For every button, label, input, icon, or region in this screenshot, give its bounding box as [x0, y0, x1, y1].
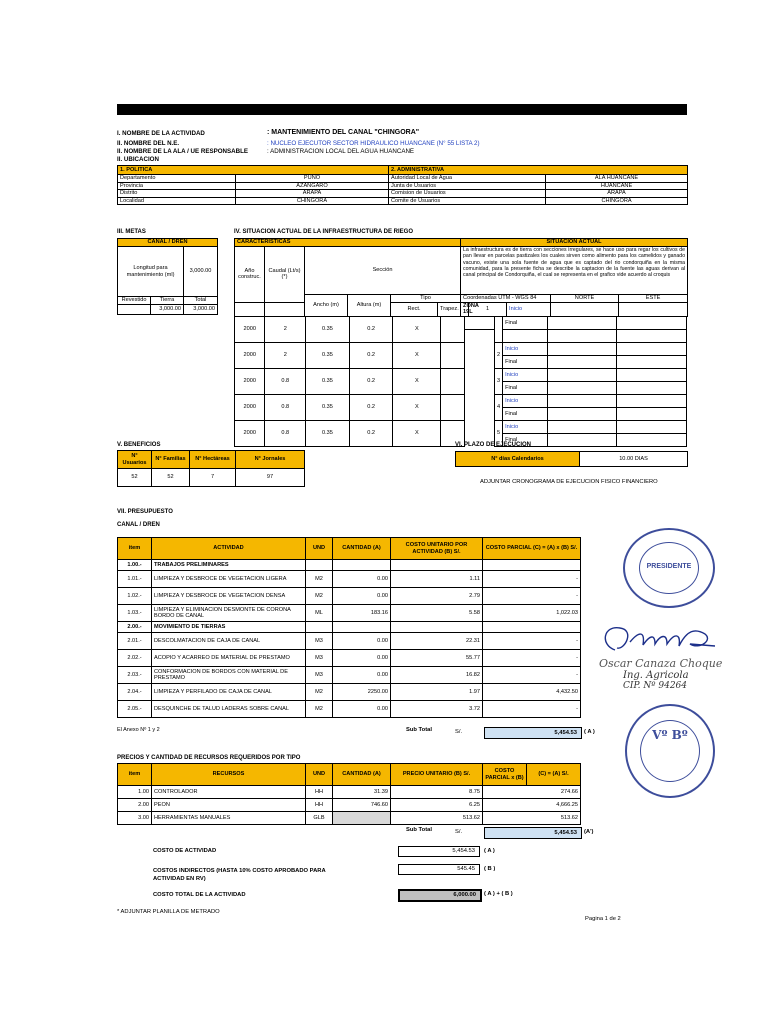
rec-und-cell: HH: [306, 786, 333, 799]
este-label: ESTE: [619, 295, 688, 303]
subtotal-tag: ( A ): [584, 729, 595, 735]
situacion-cell: 2000: [235, 317, 265, 343]
cantidad-cell: 0.00: [333, 650, 391, 667]
und-cell: [306, 560, 333, 571]
signature: [595, 620, 735, 690]
costo-actividad-tag: ( A ): [484, 848, 495, 854]
und-cell: M3: [306, 667, 333, 684]
situacion-cell: [441, 369, 464, 395]
costo-parcial-header: COSTO PARCIAL (C) = (A) x (B) S/.: [483, 538, 581, 560]
ubicacion-key: Junta de Usuarios: [389, 182, 546, 190]
actividad-cell: LIMPIEZA Y PERFILADO DE CAJA DE CANAL: [152, 684, 306, 701]
table-row: [118, 190, 688, 198]
rec-subtotal-tag: (A'): [584, 829, 594, 835]
parcial-cell: -: [483, 588, 581, 605]
situacion-cell: [495, 317, 503, 330]
situacion-cell: X: [393, 343, 441, 369]
situacion-cell: 2: [265, 343, 306, 369]
presupuesto-title: VII. PRESUPUESTO: [117, 509, 173, 515]
parcial-cell: -: [483, 633, 581, 650]
signature-name: Oscar Canaza Choque: [599, 657, 723, 670]
rec-recurso-cell: PEON: [152, 799, 306, 812]
metas-table: [117, 238, 218, 315]
situacion-cell: Inicio: [503, 369, 548, 382]
situacion-cell: [547, 395, 616, 408]
ubicacion-value: PUNO: [236, 175, 389, 183]
rec-subtotal-label: Sub Total: [406, 827, 432, 833]
administrativa-title: 2. ADMINISTRATIVA: [389, 166, 688, 175]
situacion-cell: [464, 395, 494, 408]
und-header: UND: [306, 538, 333, 560]
trapez-label: Trapez.: [438, 302, 461, 316]
situacion-cell: 0.35: [306, 395, 350, 421]
subtotal-label: Sub Total: [406, 727, 432, 733]
canal-num: 1: [469, 302, 507, 316]
und-cell: M2: [306, 684, 333, 701]
plazo-table: [455, 451, 688, 467]
rec-item-header: item: [118, 764, 152, 786]
caracteristicas-header: CARACTERISTICAS: [235, 239, 461, 247]
und-cell: M2: [306, 701, 333, 718]
situacion-cell: Final: [503, 434, 548, 447]
table-row: [118, 799, 581, 812]
inicio-label: Inicio: [507, 302, 551, 316]
unit-cell: 1.11: [391, 571, 483, 588]
situacion-cell: 2000: [235, 369, 265, 395]
canal-dren-header: CANAL / DREN: [118, 239, 218, 247]
subtotal-value: 5,454.53: [484, 727, 582, 739]
situacion-cell: [464, 408, 494, 421]
ancho-label: Ancho (m): [305, 295, 348, 317]
situacion-cell: 0.2: [349, 421, 393, 447]
beneficios-title: V. BENEFICIOS: [117, 442, 161, 448]
table-row: [118, 650, 581, 667]
rec-cantidad-cell: 31.39: [333, 786, 391, 799]
table-row: [118, 684, 581, 701]
rec-parcial-cell: 513.62: [483, 812, 581, 825]
situacion-cell: [616, 408, 686, 421]
rec-precio-header: PRECIO UNITARIO (B) S/.: [391, 764, 483, 786]
parcial-cell: [483, 560, 581, 571]
unit-cell: 2.79: [391, 588, 483, 605]
situacion-cell: 2000: [235, 421, 265, 447]
table-row: [235, 421, 687, 434]
table-row: [118, 175, 688, 183]
rec-cantidad-cell: 746.60: [333, 799, 391, 812]
rec-parcial-cell: 274.66: [483, 786, 581, 799]
unit-cell: 3.72: [391, 701, 483, 718]
coord-label: Coordenadas UTM - WGS 84: [461, 295, 551, 303]
situacion-cell: [495, 330, 503, 343]
parcial-cell: -: [483, 571, 581, 588]
ubicacion-key: Comite de Usuarios: [389, 197, 546, 205]
situacion-cell: [547, 421, 616, 434]
recursos-header: RECURSOS: [152, 764, 306, 786]
item-cell: 1.03.-: [118, 605, 152, 622]
situacion-cell: 0.2: [349, 369, 393, 395]
item-cell: 2.04.-: [118, 684, 152, 701]
situacion-cell: 2000: [235, 395, 265, 421]
rec-und-cell: HH: [306, 799, 333, 812]
rec-precio-cell: 8.75: [391, 786, 483, 799]
anexo-note: El Anexo Nº 1 y 2: [117, 727, 160, 733]
ubicacion-key: Localidad: [118, 197, 236, 205]
ubicacion-value: CHINGORA: [546, 197, 688, 205]
situacion-cell: X: [393, 317, 441, 343]
situacion-cell: 0.8: [265, 421, 306, 447]
dias-value: 10.00 DIAS: [580, 452, 688, 467]
total-label: Total: [184, 297, 218, 305]
situacion-cell: [464, 343, 494, 356]
unit-cell: 55.77: [391, 650, 483, 667]
unit-cell: [391, 622, 483, 633]
revestido-value: [118, 305, 151, 315]
situacion-cell: Inicio: [503, 421, 548, 434]
table-row: [118, 560, 581, 571]
presupuesto-subtitle: CANAL / DREN: [117, 522, 160, 528]
actividad-cell: LIMPIEZA Y ELIMINACION DESMONTE DE CORONA BORDO DE CANAL: [152, 605, 306, 622]
situacion-cell: [616, 317, 686, 330]
cantidad-cell: 0.00: [333, 571, 391, 588]
situacion-cell: [547, 317, 616, 330]
actividad-cell: DESQUINCHE DE TALUD LADERAS SOBRE CANAL: [152, 701, 306, 718]
parcial-cell: -: [483, 667, 581, 684]
table-row: [235, 317, 687, 330]
longitud-label: Longitud para mantenimiento (ml): [118, 247, 184, 297]
actividad-cell: MOVIMIENTO DE TIERRAS: [152, 622, 306, 633]
ubicacion-key: Distrito: [118, 190, 236, 198]
costos-indirectos-tag: ( B ): [484, 866, 496, 872]
este-cell: [619, 302, 688, 316]
situacion-cell: [464, 421, 494, 434]
signature-cip: CIP. Nº 94264: [623, 681, 687, 691]
table-row: [118, 588, 581, 605]
tierra-value: 3,000.00: [151, 305, 184, 315]
situacion-cell: X: [393, 395, 441, 421]
situacion-cell: 0.2: [349, 317, 393, 343]
situacion-cell: 3: [495, 369, 503, 395]
table-row: [118, 182, 688, 190]
cantidad-cell: [333, 622, 391, 633]
cantidad-cell: 2250.00: [333, 684, 391, 701]
parcial-cell: [483, 622, 581, 633]
situacion-cell: [464, 356, 494, 369]
rec-subtotal-value: 5,454.53: [484, 827, 582, 839]
parcial-cell: 4,432.50: [483, 684, 581, 701]
seccion-label: Sección: [305, 247, 461, 295]
recursos-title: PRECIOS Y CANTIDAD DE RECURSOS REQUERIDOS POR TIPO: [117, 755, 301, 761]
cronograma-note: ADJUNTAR CRONOGRAMA DE EJECUCION FISICO FINANCIERO: [480, 479, 658, 485]
ubicacion-value: ARAPA: [546, 190, 688, 198]
table-row: [118, 633, 581, 650]
situacion-cell: [464, 369, 494, 382]
recursos-table: [117, 763, 581, 825]
ubicacion-key: Provincia: [118, 182, 236, 190]
politica-title: 1. POLITICA: [118, 166, 389, 175]
tipo-label: Tipo: [391, 295, 461, 303]
situacion-cell: [616, 421, 686, 434]
und-cell: [306, 622, 333, 633]
table-row: [235, 395, 687, 408]
jornales-value: 97: [236, 469, 305, 487]
empty-cell: [235, 302, 265, 316]
rec-parcial-header: COSTO PARCIAL x (B): [483, 764, 527, 786]
ubicacion-key: Comision de Usuarios: [389, 190, 546, 198]
item-cell: 1.02.-: [118, 588, 152, 605]
situacion-cell: 0.35: [306, 421, 350, 447]
costo-actividad-label: COSTO DE ACTIVIDAD: [153, 848, 217, 854]
item-cell: 2.05.-: [118, 701, 152, 718]
ubicacion-value: HUANCANE: [546, 182, 688, 190]
rec-cantidad-cell: [333, 812, 391, 825]
unit-cell: 16.82: [391, 667, 483, 684]
hectareas-value: 7: [190, 469, 236, 487]
rec-subtotal-currency: S/.: [455, 829, 463, 835]
item-cell: 2.01.-: [118, 633, 152, 650]
item-cell: 2.02.-: [118, 650, 152, 667]
cantidad-cell: [333, 560, 391, 571]
metas-title: III. METAS: [117, 229, 146, 235]
actividad-label: I. NOMBRE DE LA ACTIVIDAD: [117, 130, 205, 137]
situacion-cell: Final: [503, 382, 548, 395]
ubicacion-value: ALA HUANCANE: [546, 175, 688, 183]
table-row: [235, 343, 687, 356]
rec-cantidad-header: CANTIDAD (A): [333, 764, 391, 786]
signature-title: Ing. Agricola: [623, 670, 689, 681]
unit-cell: 5.58: [391, 605, 483, 622]
situacion-cell: [441, 395, 464, 421]
parcial-cell: -: [483, 701, 581, 718]
usuarios-header: N° Usuarios: [118, 451, 152, 469]
ne-value: : NUCLEO EJECUTOR SECTOR HIDRAULICO HUANCANE (N° 55 LISTA 2): [267, 140, 480, 147]
situacion-cell: Final: [503, 317, 548, 330]
situacion-actual-header: SITUACION ACTUAL: [461, 239, 688, 247]
situacion-table: [234, 238, 688, 317]
costo-total-value: 6,000.00: [398, 889, 482, 902]
situacion-cell: 0.35: [306, 317, 350, 343]
situacion-cell: X: [393, 421, 441, 447]
situacion-cell: [616, 343, 686, 356]
longitud-value: 3,000.00: [184, 247, 218, 297]
situacion-cell: [547, 382, 616, 395]
und-cell: M3: [306, 633, 333, 650]
revestido-label: Revestido: [118, 297, 151, 305]
ubicacion-value: ARAPA: [236, 190, 389, 198]
situacion-cell: Final: [503, 408, 548, 421]
rec-c-header: (C) = (A) S/.: [527, 764, 581, 786]
und-cell: M2: [306, 588, 333, 605]
parcial-cell: -: [483, 650, 581, 667]
costo-total-label: COSTO TOTAL DE LA ACTIVIDAD: [153, 892, 246, 898]
top-black-bar: [117, 104, 687, 115]
ubicacion-value: CHINGORA: [236, 197, 389, 205]
usuarios-value: 52: [118, 469, 152, 487]
table-row: [235, 369, 687, 382]
ano-label: Año construc.: [235, 247, 265, 303]
situacion-cell: [616, 356, 686, 369]
subtotal-currency: S/.: [455, 729, 463, 735]
situacion-cell: X: [393, 369, 441, 395]
situacion-cell: Inicio: [503, 395, 548, 408]
ala-value: : ADMINISTRACION LOCAL DEL AGUA HUANCANE: [267, 148, 415, 155]
rec-und-header: UND: [306, 764, 333, 786]
ubicacion-table: [117, 165, 688, 205]
stamp-presidente-text: PRESIDENTE: [646, 563, 692, 570]
actividad-cell: LIMPIEZA Y DESBROCE DE VEGETACION DENSA: [152, 588, 306, 605]
signature-scribble-icon: [595, 620, 735, 660]
situacion-cell: [464, 317, 494, 330]
actividad-value: : MANTENIMIENTO DEL CANAL "CHINGORA": [267, 129, 420, 136]
caudal-label: Caudal (Lt/s) (*): [265, 247, 305, 303]
situacion-cell: [547, 434, 616, 447]
rec-und-cell: GLB: [306, 812, 333, 825]
table-row: [118, 197, 688, 205]
parcial-cell: 1,022.03: [483, 605, 581, 622]
jornales-header: N° Jornales: [236, 451, 305, 469]
situacion-cell: 0.8: [265, 369, 306, 395]
situacion-cell: [441, 317, 464, 343]
situacion-cell: [547, 356, 616, 369]
table-row: [118, 812, 581, 825]
und-cell: M2: [306, 571, 333, 588]
stamp-vobo-text: Vº Bº: [652, 728, 688, 742]
situacion-cell: 2: [265, 317, 306, 343]
planilla-note: * ADJUNTAR PLANILLA DE METRADO: [117, 909, 220, 915]
item-cell: 1.00.-: [118, 560, 152, 571]
unit-cell: [391, 560, 483, 571]
ne-label: II. NOMBRE DEL N.E.: [117, 140, 180, 147]
plazo-title: VI. PLAZO DE EJECUCION: [455, 442, 532, 448]
situacion-cell: Final: [503, 356, 548, 369]
situacion-cell: 2: [495, 343, 503, 369]
familias-value: 52: [152, 469, 190, 487]
unit-cell: 22.31: [391, 633, 483, 650]
und-cell: M3: [306, 650, 333, 667]
cantidad-cell: 0.00: [333, 633, 391, 650]
situacion-rows-table: [234, 316, 687, 447]
situacion-cell: 5: [495, 421, 503, 447]
item-cell: 1.01.-: [118, 571, 152, 588]
situacion-cell: [503, 330, 548, 343]
presidente-stamp: [623, 528, 715, 608]
table-row: [118, 605, 581, 622]
cantidad-cell: 0.00: [333, 588, 391, 605]
situacion-cell: [464, 382, 494, 395]
item-cell: 2.00.-: [118, 622, 152, 633]
rec-parcial-cell: 4,666.25: [483, 799, 581, 812]
ubicacion-label: II. UBICACION: [117, 156, 159, 163]
item-cell: 2.03.-: [118, 667, 152, 684]
table-row: [118, 667, 581, 684]
situacion-cell: [616, 434, 686, 447]
norte-label: NORTE: [551, 295, 619, 303]
actividad-header: ACTIVIDAD: [152, 538, 306, 560]
table-row: [118, 622, 581, 633]
situacion-cell: 4: [495, 395, 503, 421]
situacion-cell: [441, 343, 464, 369]
zona-label: ZONA 19L: [461, 302, 469, 316]
situacion-cell: [547, 343, 616, 356]
situacion-cell: [616, 369, 686, 382]
situacion-cell: [616, 395, 686, 408]
rec-item-cell: 3.00: [118, 812, 152, 825]
ala-label: II. NOMBRE DE LA ALA / UE RESPONSABLE: [117, 148, 248, 155]
empty-cell: [265, 302, 305, 316]
ubicacion-key: Autoridad Local de Agua: [389, 175, 546, 183]
vobo-stamp: [625, 704, 715, 798]
actividad-cell: ACOPIO Y ACARREO DE MATERIAL DE PRESTAMO: [152, 650, 306, 667]
item-header: item: [118, 538, 152, 560]
cantidad-cell: 0.00: [333, 701, 391, 718]
ubicacion-value: AZANGARO: [236, 182, 389, 190]
situacion-cell: [547, 408, 616, 421]
rec-item-cell: 2.00: [118, 799, 152, 812]
situacion-description: La infraestructura es de tierra con secciones irregulares, se hace uso para regar los cultivos de pan llevar en parcelas pastizales los cuales sirven como alimento para los camelidos y ganado vacuno, existe una sola fuente de agua que es captado del rio condorquiña en la misma comunidad, para la presente ficha se describe la captacion de la fuente las aguas derivan al canal principal de Condorquiña, el cual se representa en el grafico vide acuerdo al croquis: [461, 247, 688, 295]
cantidad-cell: 0.00: [333, 667, 391, 684]
actividad-cell: TRABAJOS PRELIMINARES: [152, 560, 306, 571]
total-value: 3,000.00: [184, 305, 218, 315]
und-cell: ML: [306, 605, 333, 622]
beneficios-table: [117, 450, 305, 487]
costos-indirectos-value: 545.45: [398, 864, 480, 875]
rec-precio-cell: 6.25: [391, 799, 483, 812]
situacion-cell: [616, 382, 686, 395]
actividad-cell: DESCOLMATACION DE CAJA DE CANAL: [152, 633, 306, 650]
tierra-label: Tierra: [151, 297, 184, 305]
situacion-cell: [547, 330, 616, 343]
situacion-cell: 0.35: [306, 343, 350, 369]
table-row: [118, 786, 581, 799]
rec-recurso-cell: HERRAMIENTAS MANUALES: [152, 812, 306, 825]
situacion-cell: Inicio: [503, 343, 548, 356]
rec-recurso-cell: CONTROLADOR: [152, 786, 306, 799]
norte-cell: [551, 302, 619, 316]
situacion-cell: [547, 369, 616, 382]
hectareas-header: N° Hectáreas: [190, 451, 236, 469]
situacion-cell: 0.2: [349, 395, 393, 421]
familias-header: N° Familias: [152, 451, 190, 469]
situacion-cell: 2000: [235, 343, 265, 369]
table-row: [118, 571, 581, 588]
costos-indirectos-label: COSTOS INDIRECTOS (HASTA 10% COSTO APROBADO PARA ACTIVIDAD EN RV): [153, 868, 326, 882]
actividad-cell: LIMPIEZA Y DESBROCE DE VEGETACION LIGERA: [152, 571, 306, 588]
costo-total-tag: ( A ) + ( B ): [484, 891, 513, 897]
situacion-title: IV. SITUACION ACTUAL DE LA INFRAESTRUCTURA DE RIEGO: [234, 229, 414, 235]
unit-cell: 1.97: [391, 684, 483, 701]
actividad-cell: CONFORMACION DE BORDOS CON MATERIAL DE PRESTAMO: [152, 667, 306, 684]
situacion-cell: [464, 330, 494, 343]
cantidad-header: CANTIDAD (A): [333, 538, 391, 560]
costo-actividad-value: 5,454.53: [398, 846, 480, 857]
altura-label: Altura (m): [348, 295, 391, 317]
presupuesto-table: [117, 537, 581, 718]
situacion-cell: 0.2: [349, 343, 393, 369]
cantidad-cell: 183.16: [333, 605, 391, 622]
rec-item-cell: 1.00: [118, 786, 152, 799]
situacion-cell: 0.35: [306, 369, 350, 395]
ubicacion-key: Departamento: [118, 175, 236, 183]
page-number: Pagina 1 de 2: [585, 916, 621, 922]
rect-label: Rect.: [391, 302, 438, 316]
situacion-cell: [616, 330, 686, 343]
costo-unitario-header: COSTO UNITARIO POR ACTIVIDAD (B) S/.: [391, 538, 483, 560]
dias-label: N° días Calendarios: [456, 452, 580, 467]
situacion-cell: 0.8: [265, 395, 306, 421]
rec-precio-cell: 513.62: [391, 812, 483, 825]
table-row: [118, 701, 581, 718]
